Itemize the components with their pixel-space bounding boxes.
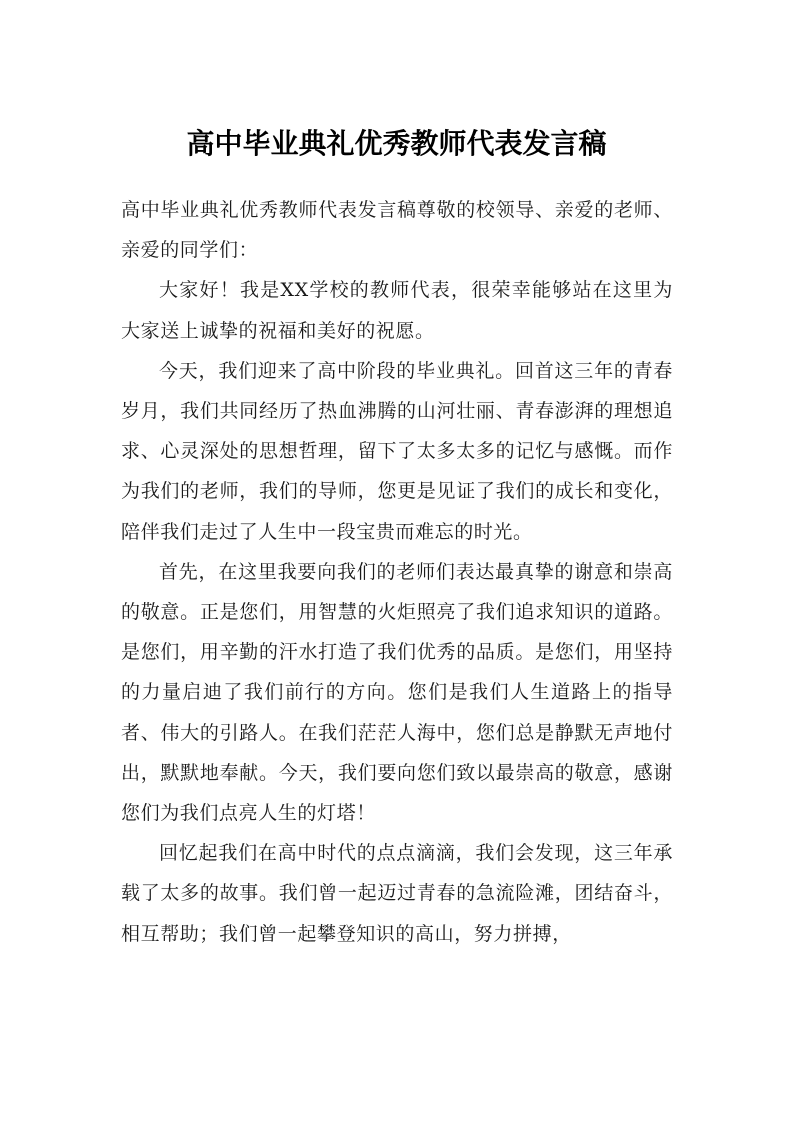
paragraph-greeting: 高中毕业典礼优秀教师代表发言稿尊敬的校领导、亲爱的老师、亲爱的同学们： xyxy=(121,199,673,262)
paragraph-thanks: 首先，在这里我要向我们的老师们表达最真挚的谢意和崇高的敬意。正是您们，用智慧的火炬照亮了我们追求知识的道路。是您们，用辛勤的汗水打造了我们优秀的品质。是您们，用坚持的力量启迪了我们前行的方向。您们是我们人生道路上的指导者、伟大的引路人。在我们茫茫人海中，您们总是静默无声地付出，默默地奉献。今天，我们要向您们致以最崇高的敬意，感谢您们为我们点亮人生的灯塔！ xyxy=(121,560,673,825)
paragraph-intro: 大家好！我是XX学校的教师代表，很荣幸能够站在这里为大家送上诚挚的祝福和美好的祝愿。 xyxy=(121,279,673,342)
paragraph-memories: 回忆起我们在高中时代的点点滴滴，我们会发现，这三年承载了太多的故事。我们曾一起迈过青春的急流险滩，团结奋斗，相互帮助；我们曾一起攀登知识的高山，努力拼搏， xyxy=(121,842,673,945)
paragraph-review: 今天，我们迎来了高中阶段的毕业典礼。回首这三年的青春岁月，我们共同经历了热血沸腾的山河壮丽、青春澎湃的理想追求、心灵深处的思想哲理，留下了太多太多的记忆与感慨。而作为我们的老师，我们的导师，您更是见证了我们的成长和变化，陪伴我们走过了人生中一段宝贵而难忘的时光。 xyxy=(121,359,673,543)
document-title: 高中毕业典礼优秀教师代表发言稿 xyxy=(186,127,607,160)
document-body xyxy=(121,190,673,954)
